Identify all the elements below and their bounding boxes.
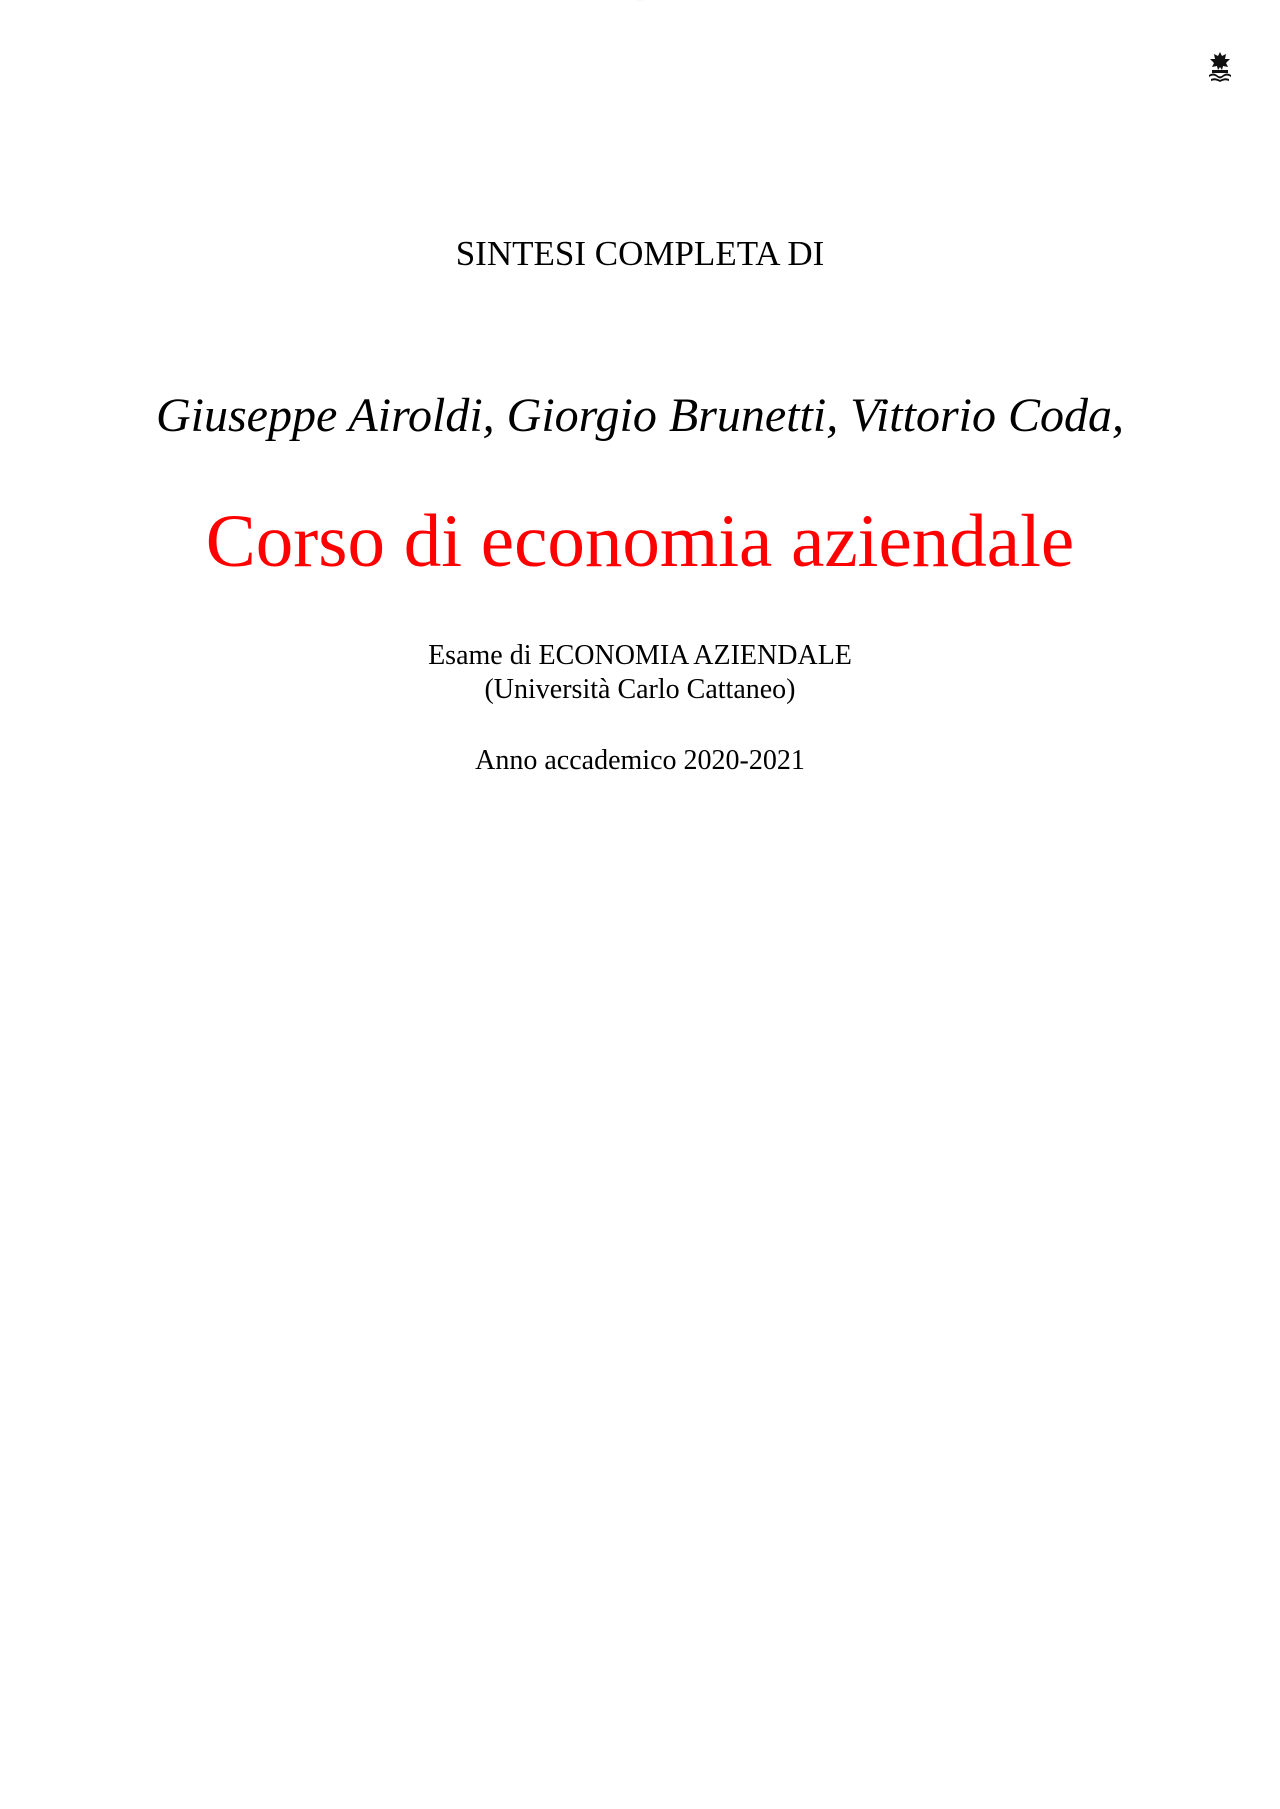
summary-heading: SINTESI COMPLETA DI [455, 234, 825, 273]
book-title: Corso di economia aziendale [205, 500, 1075, 583]
academic-year: Anno accademico 2020-2021 [475, 745, 805, 776]
university-name: (Università Carlo Cattaneo) [484, 674, 796, 705]
book-authors: Giuseppe Airoldi, Giorgio Brunetti, Vittorio Coda, [156, 389, 1124, 442]
publisher-emblem-icon [1206, 50, 1234, 84]
exam-name: Esame di ECONOMIA AZIENDALE [428, 640, 852, 671]
page-header-mark: ····· [637, 0, 643, 2]
